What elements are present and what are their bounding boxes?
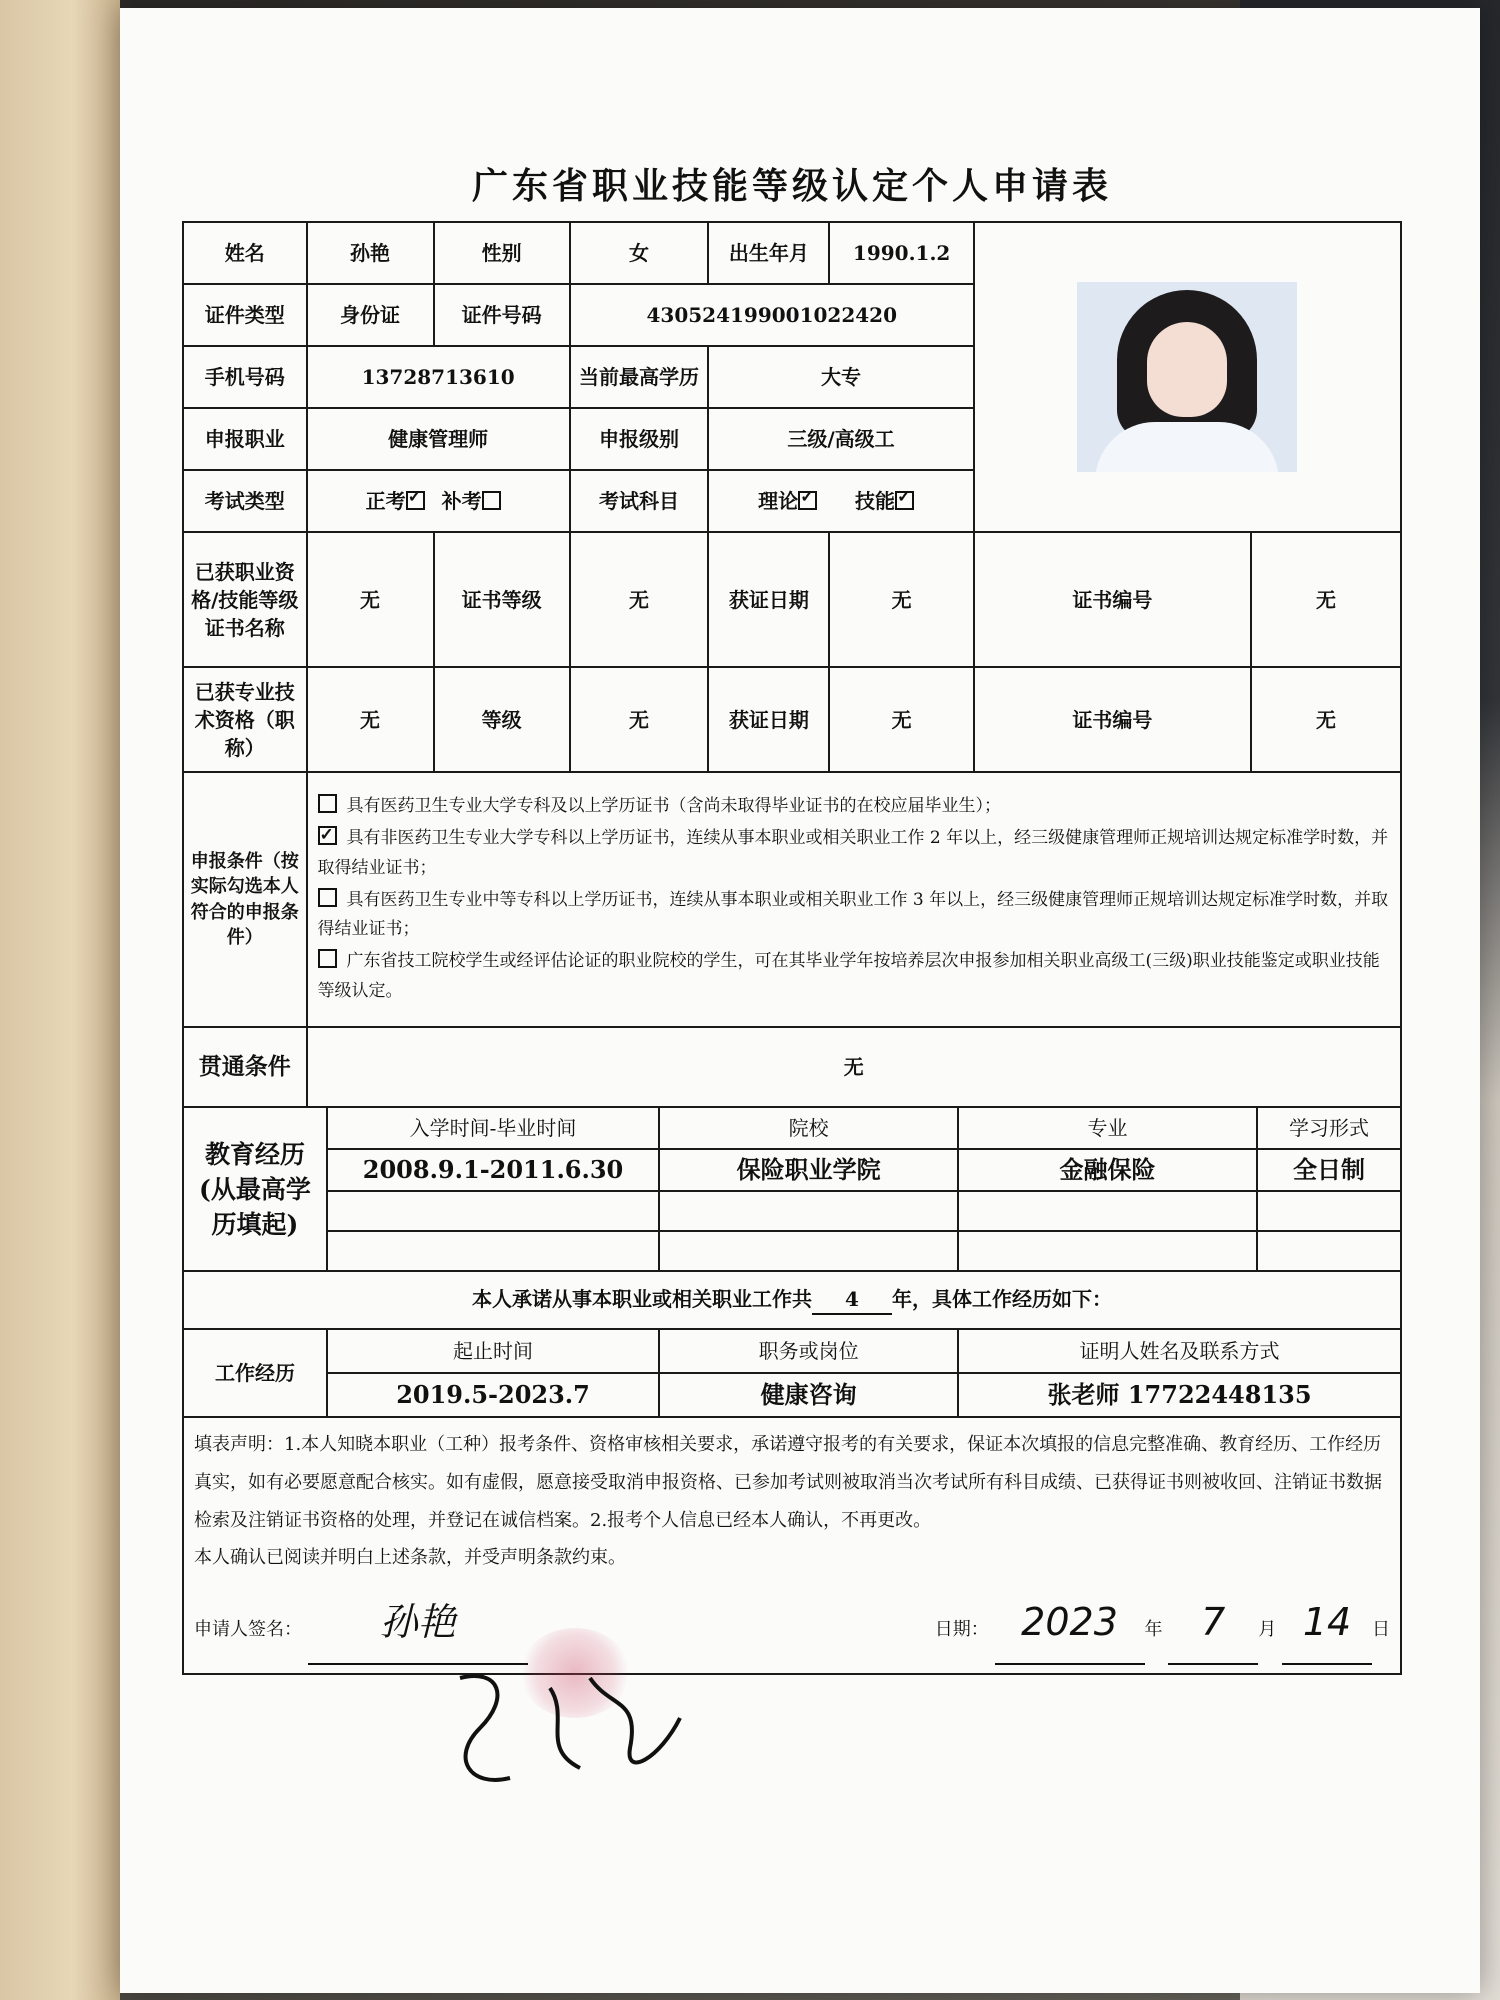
edu-header-mode: 学习形式 xyxy=(1257,1107,1401,1149)
signature-label: 申请人签名： xyxy=(194,1619,302,1641)
name-value: 孙艳 xyxy=(307,222,434,284)
signature-field[interactable] xyxy=(194,1583,528,1665)
work-label: 工作经历 xyxy=(183,1329,327,1417)
date-month: 7 xyxy=(1168,1583,1258,1665)
subject-options xyxy=(708,470,974,532)
declaration-block xyxy=(183,1417,1401,1674)
level-label: 申报级别 xyxy=(570,408,709,470)
cert1-label: 已获职业资格/技能等级证书名称 xyxy=(183,532,307,667)
edu-value: 大专 xyxy=(708,346,974,408)
edu-header-period: 入学时间-毕业时间 xyxy=(327,1107,659,1149)
condition-checkbox-2[interactable] xyxy=(318,826,337,845)
photo-cell xyxy=(974,222,1401,532)
table-row xyxy=(183,1231,1401,1271)
idtype-label: 证件类型 xyxy=(183,284,307,346)
form-body xyxy=(182,158,1402,1675)
subject-theory-checkbox[interactable] xyxy=(798,491,817,510)
level-value: 三级/高级工 xyxy=(708,408,974,470)
edu-label: 当前最高学历 xyxy=(570,346,709,408)
birth-label: 出生年月 xyxy=(708,222,829,284)
phone-label: 手机号码 xyxy=(183,346,307,408)
date-day: 14 xyxy=(1282,1583,1372,1665)
cert2-date-value: 无 xyxy=(829,667,973,772)
examtype-label: 考试类型 xyxy=(183,470,307,532)
job-value: 健康管理师 xyxy=(307,408,570,470)
exam-makeup-label: 补考 xyxy=(441,489,482,513)
table-row: 2008.9.1-2011.6.30 保险职业学院 金融保险 全日制 xyxy=(183,1149,1401,1191)
name-label: 姓名 xyxy=(183,222,307,284)
cert1-date-value: 无 xyxy=(829,532,973,667)
date-field[interactable]: 日期： 2023 年 7 月 14 日 xyxy=(935,1583,1390,1665)
work-header-reference: 证明人姓名及联系方式 xyxy=(958,1329,1401,1373)
declaration-text: 填表声明：1.本人知晓本职业（工种）报考条件、资格审核相关要求，承诺遵守报考的有关要求，保证本次填报的信息完整准确、教育经历、工作经历真实，如有必要愿意配合核实。如有虚假，愿意接受取消申报资格、已参加考试则被取消当次考试所有科目成绩、已获得证书则被收回、注销证书数据检索及注销证书资格的处理，并登记在诚信档案。2.报考个人信息已经本人确认，不再更改。 xyxy=(194,1434,1382,1531)
desk-surface xyxy=(0,0,120,2000)
cert1-grade-value: 无 xyxy=(570,532,709,667)
work-header-position: 职务或岗位 xyxy=(659,1329,958,1373)
subject-theory-label: 理论 xyxy=(758,489,799,513)
edu-header-major: 专业 xyxy=(958,1107,1257,1149)
application-form-paper xyxy=(120,8,1480,1993)
idno-label: 证件号码 xyxy=(434,284,570,346)
examtype-options xyxy=(307,470,570,532)
condition-checkbox-1[interactable] xyxy=(318,794,337,813)
cert1-date-label: 获证日期 xyxy=(708,532,829,667)
date-year: 2023 xyxy=(995,1583,1145,1665)
signature-line xyxy=(194,1583,1390,1665)
idtype-value: 身份证 xyxy=(307,284,434,346)
cert2-no-label: 证书编号 xyxy=(974,667,1251,772)
gender-value: 女 xyxy=(570,222,709,284)
cert2-label: 已获专业技术资格（职称） xyxy=(183,667,307,772)
subject-skill-label: 技能 xyxy=(854,489,895,513)
applicant-photo xyxy=(1077,282,1297,472)
cert2-grade-value: 无 xyxy=(570,667,709,772)
cert1-no-value: 无 xyxy=(1251,532,1401,667)
work-years-value: 4 xyxy=(812,1285,892,1315)
exam-regular-checkbox[interactable] xyxy=(406,491,425,510)
condition-checkbox-4[interactable] xyxy=(318,949,337,968)
edu-header-school: 院校 xyxy=(659,1107,958,1149)
education-table xyxy=(182,1106,1402,1330)
condition-item: 具有医药卫生专业大学专科及以上学历证书（含尚未取得毕业证书的在校应届毕业生）； xyxy=(318,792,1390,822)
birth-value: 1990.1.2 xyxy=(829,222,973,284)
subject-label: 考试科目 xyxy=(570,470,709,532)
job-label: 申报职业 xyxy=(183,408,307,470)
cert1-name-value: 无 xyxy=(307,532,434,667)
conditions-list xyxy=(307,772,1401,1027)
handwritten-signature-stroke xyxy=(440,1658,700,1798)
date-label: 日期： xyxy=(934,1619,989,1641)
cert1-grade-label: 证书等级 xyxy=(434,532,570,667)
exam-regular-label: 正考 xyxy=(365,489,406,513)
work-header-period: 起止时间 xyxy=(327,1329,659,1373)
through-value: 无 xyxy=(307,1027,1401,1107)
cert2-grade-label: 等级 xyxy=(434,667,570,772)
cert1-no-label: 证书编号 xyxy=(974,532,1251,667)
condition-item: 具有医药卫生专业中等专科以上学历证书，连续从事本职业或相关职业工作 3 年以上，经三级健康管理师正规培训达规定标准学时数，并取得结业证书； xyxy=(317,889,1389,940)
through-label: 贯通条件 xyxy=(183,1027,307,1107)
condition-checkbox-3[interactable] xyxy=(318,888,337,907)
education-label: 教育经历(从最高学历填起) xyxy=(183,1107,327,1271)
cert2-date-label: 获证日期 xyxy=(708,667,829,772)
signature-value: 孙艳 xyxy=(308,1583,528,1665)
applicant-info-table xyxy=(182,221,1402,1108)
work-table xyxy=(182,1328,1402,1675)
cert2-name-value: 无 xyxy=(307,667,434,772)
phone-value: 13728713610 xyxy=(307,346,570,408)
form-title: 广东省职业技能等级认定个人申请表 xyxy=(471,165,1112,207)
subject-skill-checkbox[interactable] xyxy=(895,491,914,510)
idno-value: 430524199001022420 xyxy=(570,284,974,346)
condition-item: 广东省技工院校学生或经评估论证的职业院校的学生，可在其毕业学年按培养层次申报参加相关职业高级工(三级)职业技能鉴定或职业技能等级认定。 xyxy=(317,951,1380,1001)
conditions-label: 申报条件（按实际勾选本人符合的申报条件） xyxy=(183,772,307,1027)
table-row xyxy=(183,1191,1401,1231)
commitment-line: 本人承诺从事本职业或相关职业工作共 4 年，具体工作经历如下： xyxy=(183,1271,1401,1329)
table-row: 2019.5-2023.7 健康咨询 张老师 17722448135 xyxy=(183,1373,1401,1417)
cert2-no-value: 无 xyxy=(1251,667,1401,772)
gender-label: 性别 xyxy=(434,222,570,284)
confirmation-text: 本人确认已阅读并明白上述条款，并受声明条款约束。 xyxy=(194,1547,626,1569)
exam-makeup-checkbox[interactable] xyxy=(482,491,501,510)
condition-item: ✓具有非医药卫生专业大学专科以上学历证书，连续从事本职业或相关职业工作 2 年以上，经三级健康管理师正规培训达规定标准学时数，并取得结业证书； xyxy=(318,824,1390,884)
